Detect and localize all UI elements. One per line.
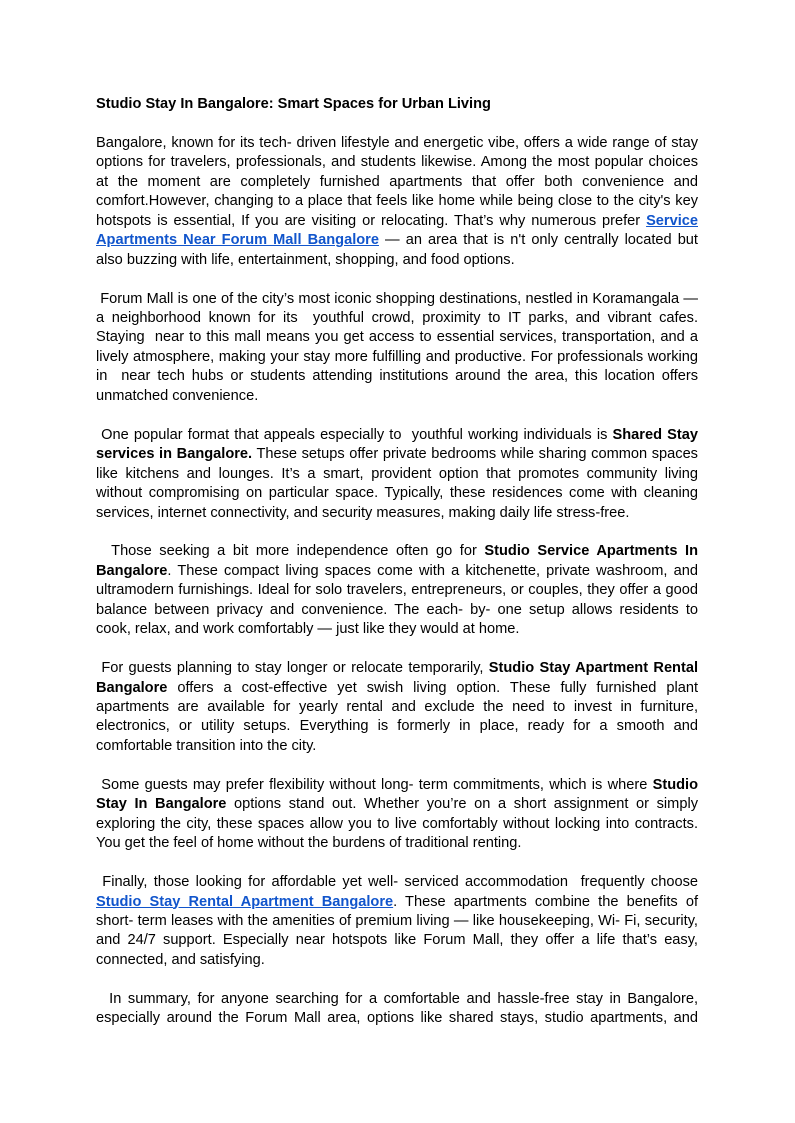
paragraph-text: Some guests may prefer flexibility without long- term commitments, which is where bbox=[96, 776, 653, 793]
paragraph-text: These setups offer private bedrooms while sharing common spaces like kitchens and lounges. It’s a smart, provident option that promotes community living without compromising on particular space. Typically, these residences come with cleaning services, internet connectivity, and security measures, making daily life stress-free. bbox=[96, 446, 698, 521]
document-title: Studio Stay In Bangalore: Smart Spaces for Urban Living bbox=[96, 96, 491, 112]
link-studio-stay-rental-apartment[interactable]: Studio Stay Rental Apartment Bangalore bbox=[96, 893, 394, 910]
paragraph-apartment-rental bbox=[96, 659, 698, 756]
bold-phrase-studio-stay: Studio Stay In Bangalore bbox=[96, 776, 698, 813]
paragraph-studio-stay bbox=[96, 776, 698, 854]
paragraph-text: . These apartments combine the benefits of short- term leases with the amenities of premium living — like housekeeping, Wi- Fi, security, and 24/7 support. Especially near hotspots like Forum Mall, they offer a life that’s easy, connected, and satisfying. bbox=[96, 893, 698, 968]
bold-phrase-studio-service: Studio Service Apartments In Bangalore bbox=[96, 543, 698, 579]
paragraph-text: For guests planning to stay longer or relocate temporarily, bbox=[96, 660, 489, 677]
paragraph-summary bbox=[96, 990, 703, 1029]
paragraph-text: . These compact living spaces come with a kitchenette, private washroom, and ultramodern furnishings. Ideal for solo travelers, entrepreneurs, or couples, they offer a good balance between privacy and convenience. The each- by- one setup allows residents to cook, relax, and work comfortably — just like they would at home. bbox=[96, 562, 698, 638]
paragraph-text: Forum Mall is one of the city’s most iconic shopping destinations, nestled in Koramangala — a neighborhood known for its youthful crowd, proximity to IT parks, and vibrant cafes. Staying near to this mall means you get access to essential services, transportation, and a lively atmosphere, making your stay more fulfilling and productive. For professionals working in near tech hubs or students attending institutions around the area, this location offers unmatched convenience. bbox=[96, 290, 703, 404]
paragraph-intro bbox=[96, 134, 698, 270]
link-service-apartments-forum-mall[interactable]: Service Apartments Near Forum Mall Bangalore bbox=[96, 212, 698, 249]
paragraph-forum-mall bbox=[96, 290, 703, 407]
paragraph-text: offers a cost-effective yet swish living option. These fully furnished plant apartments are available for yearly rental and exclude the need to invest in furniture, electronics, or utility setups. Everything is formerly in place, ready for a smooth and comfortable transition into the city. bbox=[96, 679, 698, 754]
paragraph-text: Bangalore, known for its tech- driven lifestyle and energetic vibe, offers a wide range of stay options for travelers, professionals, and students likewise. Among the most popular choices at the moment are completely furnished apartments that offer both convenience and comfort.However, changing to a place that feels like home while being close to the city's key hotspots is essential, If you are visiting or relocating. That’s why numerous prefer bbox=[96, 134, 698, 229]
paragraph-text: Finally, those looking for affordable yet well- serviced accommodation frequently choose bbox=[96, 874, 703, 891]
paragraph-text: In summary, for anyone searching for a comfortable and hassle-free stay in Bangalore, especially around the Forum Mall area, options like shared stays, studio apartments, and bbox=[96, 990, 703, 1027]
paragraph-text: options stand out. Whether you’re on a short assignment or simply exploring the city, these spaces allow you to live comfortably without locking into contracts. You get the feel of home without the burdens of traditional renting. bbox=[96, 796, 698, 852]
paragraph-shared-stay bbox=[96, 426, 698, 523]
paragraph-text: — an area that is n't only centrally located but also buzzing with life, entertainment, shopping, and food options. bbox=[96, 232, 698, 268]
paragraph-text: Those seeking a bit more independence often go for bbox=[96, 543, 485, 560]
bold-phrase-apartment-rental: Studio Stay Apartment Rental Bangalore bbox=[96, 660, 698, 696]
document-page bbox=[96, 95, 703, 1048]
bold-phrase-shared-stay: Shared Stay services in Bangalore. bbox=[96, 426, 698, 463]
paragraph-studio-service bbox=[96, 542, 698, 639]
paragraph-text: One popular format that appeals especially to youthful working individuals is bbox=[96, 426, 613, 443]
paragraph-rental-apartment bbox=[96, 873, 703, 970]
